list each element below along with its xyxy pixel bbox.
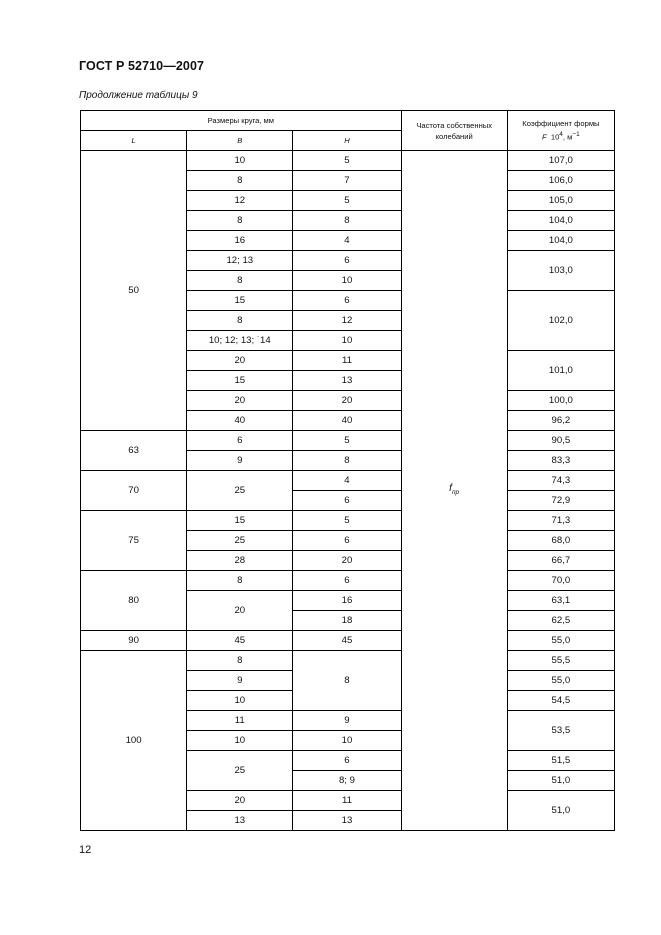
table-row <box>81 571 615 591</box>
cell-H: 8 <box>293 211 401 231</box>
cell-H: 10 <box>293 331 401 351</box>
header-sizes: Размеры круга, мм <box>81 111 402 131</box>
cell-B: 16 <box>187 231 293 251</box>
header-coefficient-title: Коэффициент формы <box>522 119 600 129</box>
cell-L: 80 <box>81 571 187 631</box>
cell-B: 6 <box>187 431 293 451</box>
cell-B: 20 <box>187 591 293 631</box>
cell-F: 55,0 <box>507 631 614 651</box>
cell-B: 25 <box>187 751 293 791</box>
cell-B: 8 <box>187 571 293 591</box>
cell-F: 103,0 <box>507 251 614 291</box>
cell-B: 45 <box>187 631 293 651</box>
cell-F: 101,0 <box>507 351 614 391</box>
header-coefficient-F: F <box>541 132 547 142</box>
cell-H: 45 <box>293 631 401 651</box>
cell-F: 96,2 <box>507 411 614 431</box>
cell-F: 68,0 <box>507 531 614 551</box>
table-row <box>81 511 615 531</box>
table-row <box>81 471 615 491</box>
cell-B: 10 <box>187 151 293 171</box>
cell-F: 53,5 <box>507 711 614 751</box>
cell-F: 66,7 <box>507 551 614 571</box>
table-caption: Продолжение таблицы 9 <box>79 90 198 101</box>
cell-B: 20 <box>187 791 293 811</box>
frequency-subscript: пр <box>451 489 460 496</box>
page-number: 12 <box>79 844 92 856</box>
cell-H: 13 <box>293 371 401 391</box>
cell-B: 13 <box>187 811 293 831</box>
cell-B: 12; 13 <box>187 251 293 271</box>
cell-H: 20 <box>293 391 401 411</box>
cell-F: 51,0 <box>507 771 614 791</box>
cell-H: 5 <box>293 191 401 211</box>
cell-B: 10 <box>187 731 293 751</box>
cell-B: 8 <box>187 171 293 191</box>
cell-H: 4 <box>293 231 401 251</box>
cell-B: 9 <box>187 671 293 691</box>
header-B: B <box>187 131 293 151</box>
cell-B: 25 <box>187 471 293 511</box>
cell-B: 10; 12; 13; ˙14 <box>187 331 293 351</box>
cell-B: 10 <box>187 691 293 711</box>
cell-B: 8 <box>187 271 293 291</box>
cell-F: 104,0 <box>507 231 614 251</box>
cell-B: 28 <box>187 551 293 571</box>
cell-H: 5 <box>293 431 401 451</box>
table-row <box>81 651 615 671</box>
cell-B: 40 <box>187 411 293 431</box>
cell-F: 62,5 <box>507 611 614 631</box>
header-coefficient <box>507 111 614 151</box>
cell-F: 102,0 <box>507 291 614 351</box>
cell-B: 15 <box>187 291 293 311</box>
cell-F: 100,0 <box>507 391 614 411</box>
cell-F: 51,0 <box>507 791 614 831</box>
cell-L: 50 <box>81 151 187 431</box>
cell-F: 54,5 <box>507 691 614 711</box>
header-coefficient-10: 10 <box>550 132 560 142</box>
cell-F: 106,0 <box>507 171 614 191</box>
cell-H: 10 <box>293 271 401 291</box>
table-header-row <box>81 111 615 131</box>
cell-B: 8 <box>187 311 293 331</box>
cell-H: 11 <box>293 791 401 811</box>
cell-H: 12 <box>293 311 401 331</box>
cell-H: 8 <box>293 451 401 471</box>
header-L: L <box>81 131 187 151</box>
cell-B: 15 <box>187 371 293 391</box>
cell-H: 10 <box>293 731 401 751</box>
cell-frequency <box>401 151 507 831</box>
cell-B: 11 <box>187 711 293 731</box>
cell-B: 25 <box>187 531 293 551</box>
cell-L: 90 <box>81 631 187 651</box>
cell-L: 75 <box>81 511 187 571</box>
table-row <box>81 631 615 651</box>
cell-H: 9 <box>293 711 401 731</box>
cell-F: 70,0 <box>507 571 614 591</box>
cell-H: 8 <box>293 651 401 711</box>
cell-F: 55,0 <box>507 671 614 691</box>
cell-H: 6 <box>293 491 401 511</box>
cell-F: 74,3 <box>507 471 614 491</box>
cell-H: 5 <box>293 151 401 171</box>
header-frequency: Частота собственных колебаний <box>401 111 507 151</box>
cell-H: 5 <box>293 511 401 531</box>
header-coefficient-unit-exp: −1 <box>572 131 580 139</box>
cell-F: 63,1 <box>507 591 614 611</box>
cell-H: 6 <box>293 751 401 771</box>
cell-F: 55,5 <box>507 651 614 671</box>
header-coefficient-exp: 4 <box>559 131 563 139</box>
cell-L: 100 <box>81 651 187 831</box>
cell-H: 7 <box>293 171 401 191</box>
cell-F: 105,0 <box>507 191 614 211</box>
header-H: H <box>293 131 401 151</box>
header-coefficient-unit: , м <box>562 132 573 142</box>
cell-B: 9 <box>187 451 293 471</box>
cell-H: 40 <box>293 411 401 431</box>
cell-F: 83,3 <box>507 451 614 471</box>
table-row <box>81 151 615 171</box>
cell-H: 13 <box>293 811 401 831</box>
frequency-symbol: f <box>449 483 452 494</box>
cell-F: 71,3 <box>507 511 614 531</box>
cell-H: 4 <box>293 471 401 491</box>
cell-F: 104,0 <box>507 211 614 231</box>
table-row <box>81 431 615 451</box>
cell-H: 6 <box>293 291 401 311</box>
cell-B: 15 <box>187 511 293 531</box>
cell-H: 6 <box>293 531 401 551</box>
cell-B: 8 <box>187 651 293 671</box>
cell-H: 8; 9 <box>293 771 401 791</box>
document-standard-number: ГОСТ Р 52710—2007 <box>79 59 205 73</box>
cell-H: 20 <box>293 551 401 571</box>
cell-H: 6 <box>293 571 401 591</box>
cell-L: 70 <box>81 471 187 511</box>
cell-B: 20 <box>187 351 293 371</box>
cell-B: 12 <box>187 191 293 211</box>
cell-F: 90,5 <box>507 431 614 451</box>
cell-F: 72,9 <box>507 491 614 511</box>
cell-B: 8 <box>187 211 293 231</box>
cell-H: 6 <box>293 251 401 271</box>
cell-L: 63 <box>81 431 187 471</box>
cell-F: 51,5 <box>507 751 614 771</box>
cell-B: 20 <box>187 391 293 411</box>
cell-H: 11 <box>293 351 401 371</box>
cell-F: 107,0 <box>507 151 614 171</box>
data-table <box>80 110 615 831</box>
cell-H: 16 <box>293 591 401 611</box>
cell-H: 18 <box>293 611 401 631</box>
